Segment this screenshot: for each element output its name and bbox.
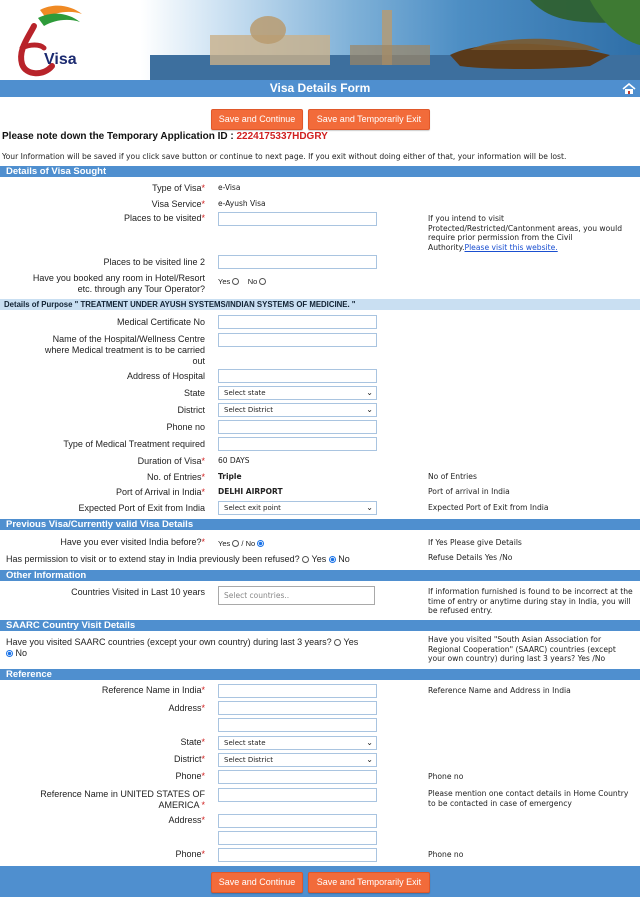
- entries-value: Triple: [218, 472, 242, 481]
- ref-name-india-label: Reference Name in India*: [101, 685, 205, 695]
- ref-state-select[interactable]: Select state ⌄: [218, 736, 377, 750]
- visited-no-radio[interactable]: [257, 540, 264, 547]
- arrival-port-value: DELHI AIRPORT: [218, 487, 283, 496]
- ref-address-input-2[interactable]: [218, 718, 377, 732]
- hotel-booking-radio-group: Yes No: [218, 276, 266, 287]
- ref-address2-label: Address*: [168, 815, 205, 825]
- exit-port-note: Expected Port of Exit from India: [428, 503, 549, 512]
- medical-certificate-label: Medical Certificate No: [116, 317, 205, 327]
- ref-address2-input-2[interactable]: [218, 831, 377, 845]
- ref-name-india-input[interactable]: [218, 684, 377, 698]
- places-line2-input[interactable]: [218, 255, 377, 269]
- treatment-type-input[interactable]: [218, 437, 377, 451]
- chevron-down-icon: ⌄: [366, 503, 373, 512]
- protected-areas-link[interactable]: Please visit this website.: [464, 242, 558, 252]
- ref-name-india-note: Reference Name and Address in India: [428, 686, 571, 695]
- chevron-down-icon: ⌄: [366, 755, 373, 764]
- saarc-yes-radio[interactable]: [334, 639, 341, 646]
- arrival-port-label: Port of Arrival in India*: [115, 487, 205, 497]
- chevron-down-icon: ⌄: [366, 738, 373, 747]
- header-banner: [0, 0, 640, 80]
- chevron-down-icon: ⌄: [366, 388, 373, 397]
- save-continue-button-top[interactable]: Save and Continue: [211, 109, 303, 130]
- district-select[interactable]: Select District ⌄: [218, 403, 377, 417]
- visa-service-value: e-Ayush Visa: [218, 199, 266, 208]
- evisa-logo: [10, 4, 94, 78]
- section-other-info: Other Information: [0, 570, 640, 581]
- state-select[interactable]: Select state ⌄: [218, 386, 377, 400]
- form-title: Visa Details Form: [0, 80, 640, 97]
- countries-multiselect[interactable]: Select countries..: [218, 586, 375, 605]
- saarc-question: Have you visited SAARC countries (except your own country) during last 3 years? Yes No: [6, 637, 359, 658]
- saarc-note: Have you visited "South Asian Association for Regional Cooperation" (SAARC) countries (except your own country) during last 3 years? Yes /No: [428, 635, 616, 663]
- temporary-application-id: [2, 131, 328, 142]
- exit-port-select[interactable]: Select exit point ⌄: [218, 501, 377, 515]
- home-icon[interactable]: [622, 83, 636, 95]
- save-exit-button-bottom[interactable]: Save and Temporarily Exit: [308, 872, 430, 893]
- refused-note: Refuse Details Yes /No: [428, 553, 513, 562]
- ref-name-us-note: Please mention one contact details in Home Country to be contacted in case of emergency: [428, 789, 629, 808]
- refused-no-radio[interactable]: [329, 556, 336, 563]
- visited-before-label: Have you ever visited India before?*: [60, 537, 205, 547]
- hotel-yes-radio[interactable]: [232, 278, 239, 285]
- saarc-no-radio[interactable]: [6, 650, 13, 657]
- hospital-name-label: Name of the Hospital/Wellness Centre where Medical treatment is to be carried out: [44, 334, 205, 366]
- app-id-label: Please note down the Temporary Application ID :: [2, 131, 234, 142]
- type-of-visa-value: e-Visa: [218, 183, 241, 192]
- phone-no-label: Phone no: [166, 422, 205, 432]
- chevron-down-icon: ⌄: [366, 405, 373, 414]
- hospital-address-label: Address of Hospital: [126, 371, 205, 381]
- refused-question: Has permission to visit or to extend stay in India previously been refused? Yes No: [6, 554, 350, 564]
- places-line2-label: Places to be visited line 2: [103, 257, 205, 267]
- section-reference: Reference: [0, 669, 640, 680]
- treatment-type-label: Type of Medical Treatment required: [63, 439, 205, 449]
- ref-phone-label: Phone*: [175, 771, 205, 781]
- ref-phone-note: Phone no: [428, 772, 464, 781]
- hotel-no-radio[interactable]: [259, 278, 266, 285]
- entries-label: No. of Entries*: [146, 472, 205, 482]
- medical-certificate-input[interactable]: [218, 315, 377, 329]
- ref-address2-input-1[interactable]: [218, 814, 377, 828]
- duration-value: 60 DAYS: [218, 456, 250, 465]
- ref-phone-input[interactable]: [218, 770, 377, 784]
- refused-yes-radio[interactable]: [302, 556, 309, 563]
- hospital-name-input[interactable]: [218, 333, 377, 347]
- ref-address-input-1[interactable]: [218, 701, 377, 715]
- section-purpose: Details of Purpose " TREATMENT UNDER AYUSH SYSTEMS/INDIAN SYSTEMS OF MEDICINE. ": [0, 299, 640, 310]
- ref-phone2-label: Phone*: [175, 849, 205, 859]
- arrival-port-note: Port of arrival in India: [428, 487, 510, 496]
- visited-before-radio-group: Yes / No: [218, 538, 264, 549]
- district-label: District: [177, 405, 205, 415]
- type-of-visa-label: Type of Visa*: [152, 183, 205, 193]
- places-visited-input[interactable]: [218, 212, 377, 226]
- section-previous-visa: Previous Visa/Currently valid Visa Details: [0, 519, 640, 530]
- save-exit-button-top[interactable]: Save and Temporarily Exit: [308, 109, 430, 130]
- entries-note: No of Entries: [428, 472, 477, 481]
- countries-visited-label: Countries Visited in Last 10 years: [71, 587, 205, 597]
- section-visa-sought: Details of Visa Sought: [0, 166, 640, 177]
- svg-text:Visa: Visa: [44, 51, 77, 68]
- save-continue-button-bottom[interactable]: Save and Continue: [211, 872, 303, 893]
- ref-address-label: Address*: [168, 703, 205, 713]
- ref-name-us-input[interactable]: [218, 788, 377, 802]
- hotel-booking-label: Have you booked any room in Hotel/Resort etc. through any Tour Operator?: [32, 273, 205, 294]
- places-visited-label: Places to be visited*: [123, 213, 205, 223]
- banner-scene-image: [150, 0, 640, 80]
- ref-name-us-label: Reference Name in UNITED STATES OF AMERICA *: [40, 789, 205, 810]
- visited-before-note: If Yes Please give Details: [428, 538, 522, 547]
- phone-no-input[interactable]: [218, 420, 377, 434]
- state-label: State: [183, 388, 205, 398]
- ref-district-select[interactable]: Select District ⌄: [218, 753, 377, 767]
- ref-phone2-input[interactable]: [218, 848, 377, 862]
- ref-district-label: District*: [173, 754, 205, 764]
- hospital-address-input[interactable]: [218, 369, 377, 383]
- save-info-text: Your Information will be saved if you click save button or continue to next page. If you exit without doing either of that, your information will be lost.: [2, 152, 567, 161]
- visa-service-label: Visa Service*: [151, 199, 205, 209]
- ref-phone2-note: Phone no: [428, 850, 464, 859]
- duration-label: Duration of Visa*: [137, 456, 205, 466]
- countries-note: If information furnished is found to be incorrect at the time of entry or anytime during stay in India, you will be refused entry.: [428, 587, 633, 615]
- app-id-value: 2224175337HDGRY: [236, 131, 328, 142]
- ref-state-label: State*: [180, 737, 205, 747]
- places-note: If you intend to visit Protected/Restricted/Cantonment areas, you would require prior permission from the Civil Authority.Please visit this website.: [428, 214, 623, 252]
- exit-port-label: Expected Port of Exit from India: [78, 503, 205, 513]
- section-saarc: SAARC Country Visit Details: [0, 620, 640, 631]
